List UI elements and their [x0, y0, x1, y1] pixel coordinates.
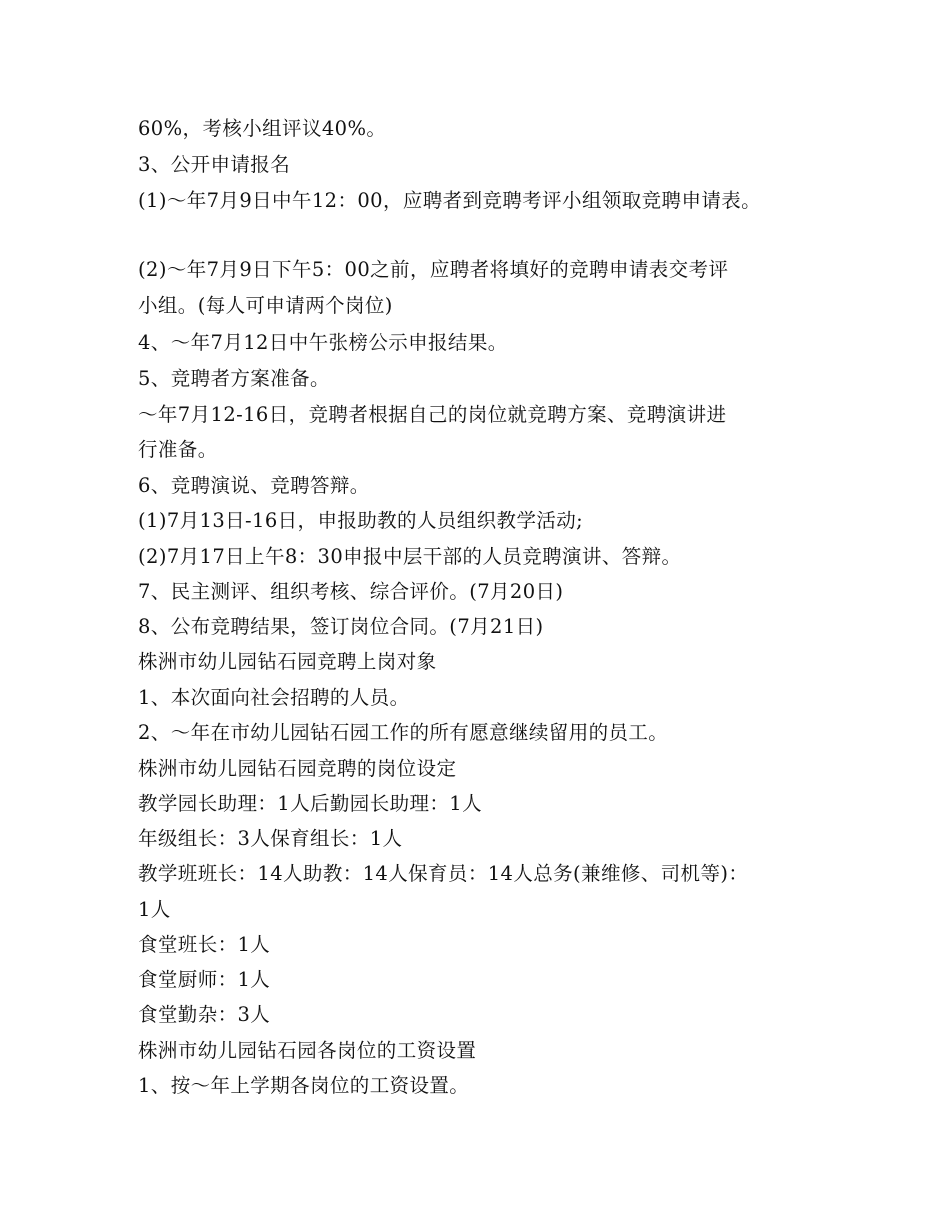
- text-line: 60%，考核小组评议40%。: [138, 117, 387, 140]
- text-line: (2)7月17日上午8：30申报中层干部的人员竞聘演讲、答辩。: [138, 545, 682, 568]
- text-line: 食堂班长：1人: [138, 933, 271, 956]
- text-line: 7、民主测评、组织考核、综合评价。(7月20日): [138, 580, 564, 603]
- section-heading: 株洲市幼儿园钻石园竞聘上岗对象: [138, 650, 437, 673]
- text-line: (1)～年7月9日中午12：00，应聘者到竞聘考评小组领取竞聘申请表。: [138, 189, 762, 212]
- text-line: 5、竞聘者方案准备。: [138, 367, 330, 390]
- text-line: 6、竞聘演说、竞聘答辩。: [138, 474, 370, 497]
- section-heading: 株洲市幼儿园钻石园各岗位的工资设置: [138, 1039, 477, 1062]
- text-line: 8、公布竞聘结果，签订岗位合同。(7月21日): [138, 615, 544, 638]
- text-line: 4、～年7月12日中午张榜公示申报结果。: [138, 331, 508, 354]
- text-line: 小组。(每人可申请两个岗位): [138, 294, 393, 317]
- section-heading: 株洲市幼儿园钻石园竞聘的岗位设定: [138, 757, 457, 780]
- text-line: 年级组长：3人保育组长：1人: [138, 827, 403, 850]
- text-line: 行准备。: [138, 438, 218, 461]
- text-line: 教学园长助理：1人后勤园长助理：1人: [138, 792, 483, 815]
- text-line: (2)～年7月9日下午5：00之前，应聘者将填好的竞聘申请表交考评: [138, 258, 729, 281]
- text-line: 3、公开申请报名: [138, 153, 291, 176]
- text-line: 1、按～年上学期各岗位的工资设置。: [138, 1074, 470, 1097]
- text-line: (1)7月13日-16日，申报助教的人员组织教学活动;: [138, 509, 584, 532]
- text-line: 2、～年在市幼儿园钻石园工作的所有愿意继续留用的员工。: [138, 721, 669, 744]
- text-line: 教学班班长：14人助教：14人保育员：14人总务(兼维修、司机等)：: [138, 862, 749, 885]
- text-line: 食堂厨师：1人: [138, 968, 271, 991]
- text-line: 1、本次面向社会招聘的人员。: [138, 686, 410, 709]
- text-line: 食堂勤杂：3人: [138, 1003, 271, 1026]
- text-line: 1人: [138, 898, 171, 921]
- text-line: ～年7月12-16日，竞聘者根据自己的岗位就竞聘方案、竞聘演讲进: [138, 403, 727, 426]
